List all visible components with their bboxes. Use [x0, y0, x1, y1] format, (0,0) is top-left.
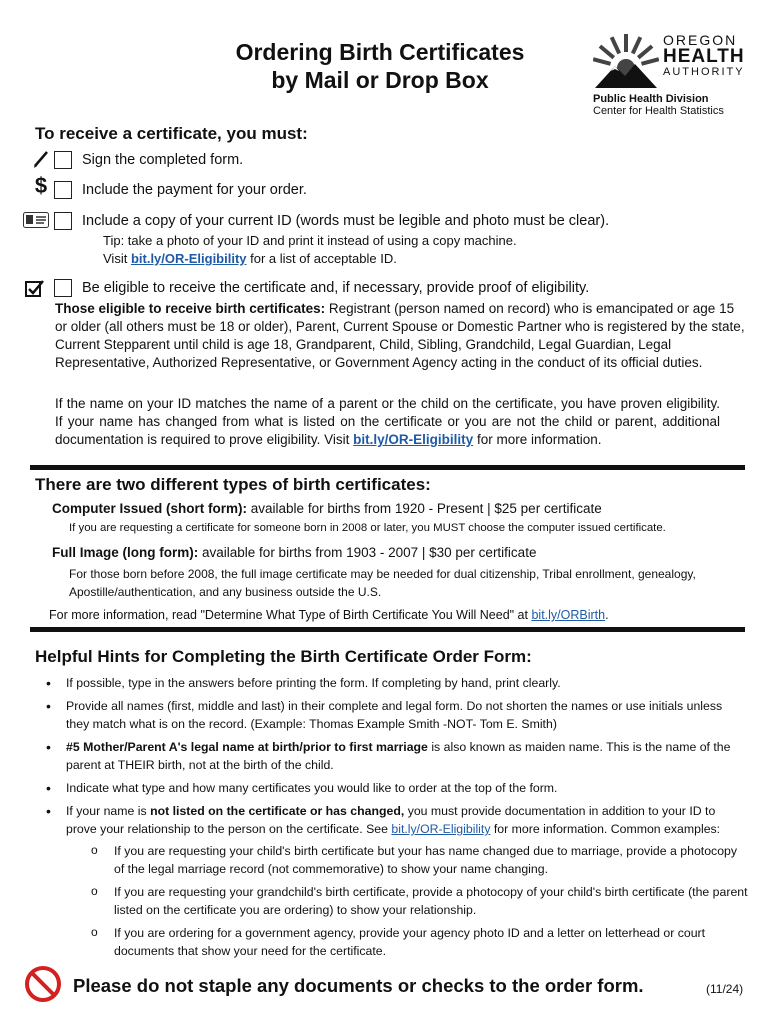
no-staple-warning: Please do not staple any documents or checks to the order form. [73, 975, 644, 996]
logo-division: Public Health Division [593, 93, 709, 105]
full-label: Full Image (long form): [52, 545, 199, 560]
hint-1 [36, 674, 748, 692]
logo-authority: AUTHORITY [663, 66, 745, 78]
revision-date: (11/24) [706, 982, 744, 996]
hint-3-bold: #5 Mother/Parent A's legal name at birth/prior to first marriage [66, 740, 428, 754]
sign-checkbox[interactable] [54, 151, 72, 169]
more-text: For more information, read "Determine What Type of Birth Certificate You Will Need" at [49, 608, 528, 622]
tip-rest: for a list of acceptable ID. [250, 251, 397, 266]
name-text: If the name on your ID matches the name of a parent or the child on the certificate, you have proven eligibility. If your name has changed from what is listed on the certificate or you are not the child or parent, additional documentation is required to prove eligibility. Visit [55, 396, 720, 447]
hint-5-pre: If your name is [66, 804, 147, 818]
example-item: o If you are requesting your child's birth certificate but your has name changed due to marriage, provide a photocopy of the legal marriage record (not commemorative) to show your name changing. [66, 842, 748, 878]
hint-5-eligibility-link[interactable]: bit.ly/OR-Eligibility [391, 822, 491, 836]
requirement-sign-text: Sign the completed form. [82, 152, 244, 168]
eligible-persons [55, 300, 745, 372]
name-eligibility-link[interactable]: bit.ly/OR-Eligibility [353, 432, 474, 447]
hint-4 [36, 779, 748, 797]
eligible-text: Registrant (person named on record) who is emancipated or age 15 or older (all others must be 18 or older), Parent, Current Spouse or Domestic Partner who is registered by the state, Current Stepparent until child is age 18, Grandparent, Child, Sibling, Grandchild, Legal Guardian, Legal Representative, Authorized Representative, or Government Agency acting in the conduct of its official duties. [55, 301, 745, 370]
types-heading: There are two different types of birth certificates: [35, 475, 431, 494]
no-staple-icon [24, 965, 62, 1008]
orbirth-link[interactable]: bit.ly/ORBirth [531, 608, 606, 622]
hint-5-bold: not listed on the certificate or has changed, [150, 804, 405, 818]
requirement-id-text: Include a copy of your current ID (words must be legible and photo must be clear). [82, 213, 610, 229]
pencil-icon [30, 149, 52, 174]
logo-center: Center for Health Statistics [593, 105, 724, 117]
section-divider-2 [30, 627, 745, 632]
oha-logo [593, 30, 753, 117]
logo-wordmark [663, 34, 745, 79]
logo-health: HEALTH [663, 46, 745, 67]
computer-note: If you are requesting a certificate for someone born in 2008 or later, you MUST choose the computer issued certificate. [69, 522, 666, 534]
dollar-icon: $ [34, 173, 48, 198]
eligibility-checkbox[interactable] [54, 279, 72, 297]
computer-label: Computer Issued (short form): [52, 501, 248, 516]
tip-line-1: Tip: take a photo of your ID and print it instead of using a copy machine. [103, 233, 517, 248]
full-note: For those born before 2008, the full image certificate may be needed for dual citizenship, Tribal enrollment, genealogy, Apostille/authentication, and any business outside the U.S. [69, 567, 696, 599]
title-line-1: Ordering Birth Certificates [235, 39, 525, 65]
hint-1-text: If possible, type in the answers before printing the form. If completing by hand, print clearly. [66, 676, 561, 690]
hint-5-mid: you must provide documentation in addition to your ID to prove your relationship to the person on the certificate. See [66, 804, 716, 836]
hint-3-text: is also known as maiden name. This is the name of the parent at THEIR birth, not at the birth of the child. [66, 740, 731, 772]
hint-2 [36, 697, 748, 733]
requirement-eligibility-text: Be eligible to receive the certificate and, if necessary, provide proof of eligibility. [82, 280, 590, 296]
hint-4-text: Indicate what type and how many certificates you would like to order at the top of the form. [66, 781, 558, 795]
checkbox-icon [24, 279, 46, 303]
hints-heading: Helpful Hints for Completing the Birth Certificate Order Form: [35, 647, 532, 666]
hint-3 [36, 738, 748, 774]
id-tip [103, 232, 663, 268]
hints-list-container [36, 674, 748, 965]
name-rest: for more information. [476, 432, 602, 447]
tip-eligibility-link[interactable]: bit.ly/OR-Eligibility [130, 251, 247, 266]
hint-5-end: for more information. Common examples: [493, 822, 721, 836]
computer-text: available for births from 1920 - Present | $25 per certificate [250, 501, 602, 516]
logo-oregon: OREGON [663, 32, 738, 48]
payment-checkbox[interactable] [54, 181, 72, 199]
title-line-2: by Mail or Drop Box [271, 67, 489, 93]
more-info [49, 606, 609, 624]
full-text: available for births from 1903 - 2007 | $30 per certificate [202, 545, 537, 560]
example-item: o If you are requesting your grandchild's birth certificate, provide a photocopy of your child's birth certificate (the parent listed on the certificate you are ordering) to show your relationship. [66, 883, 748, 919]
full-image [52, 544, 536, 562]
name-change-paragraph [55, 395, 720, 449]
more-end: . [605, 608, 609, 622]
tip-visit: Visit [103, 251, 128, 266]
eligible-label: Those eligible to receive birth certificates: [55, 301, 326, 316]
example-item: o If you are ordering for a government agency, provide your agency photo ID and a letter on letterhead or court documents that show your need for the certificate. [66, 924, 748, 960]
id-card-icon [22, 212, 50, 233]
common-examples-list [66, 842, 748, 960]
id-checkbox[interactable] [54, 212, 72, 230]
section-divider-1 [30, 465, 745, 470]
requirement-payment-text: Include the payment for your order. [82, 182, 307, 198]
hints-list [36, 674, 748, 960]
computer-issued [52, 500, 602, 518]
logo-subtitle [593, 93, 763, 117]
sunburst-mountain-icon [593, 30, 659, 90]
page-title [200, 38, 560, 94]
requirements-heading: To receive a certificate, you must: [35, 124, 308, 143]
hint-2-text: Provide all names (first, middle and last) in their complete and legal form. Do not shorten the names or use initials unless they match what is on the record. (Example: Thomas Example Smith -NOT- Tom E. Smith) [66, 699, 723, 731]
hint-5 [36, 802, 748, 960]
